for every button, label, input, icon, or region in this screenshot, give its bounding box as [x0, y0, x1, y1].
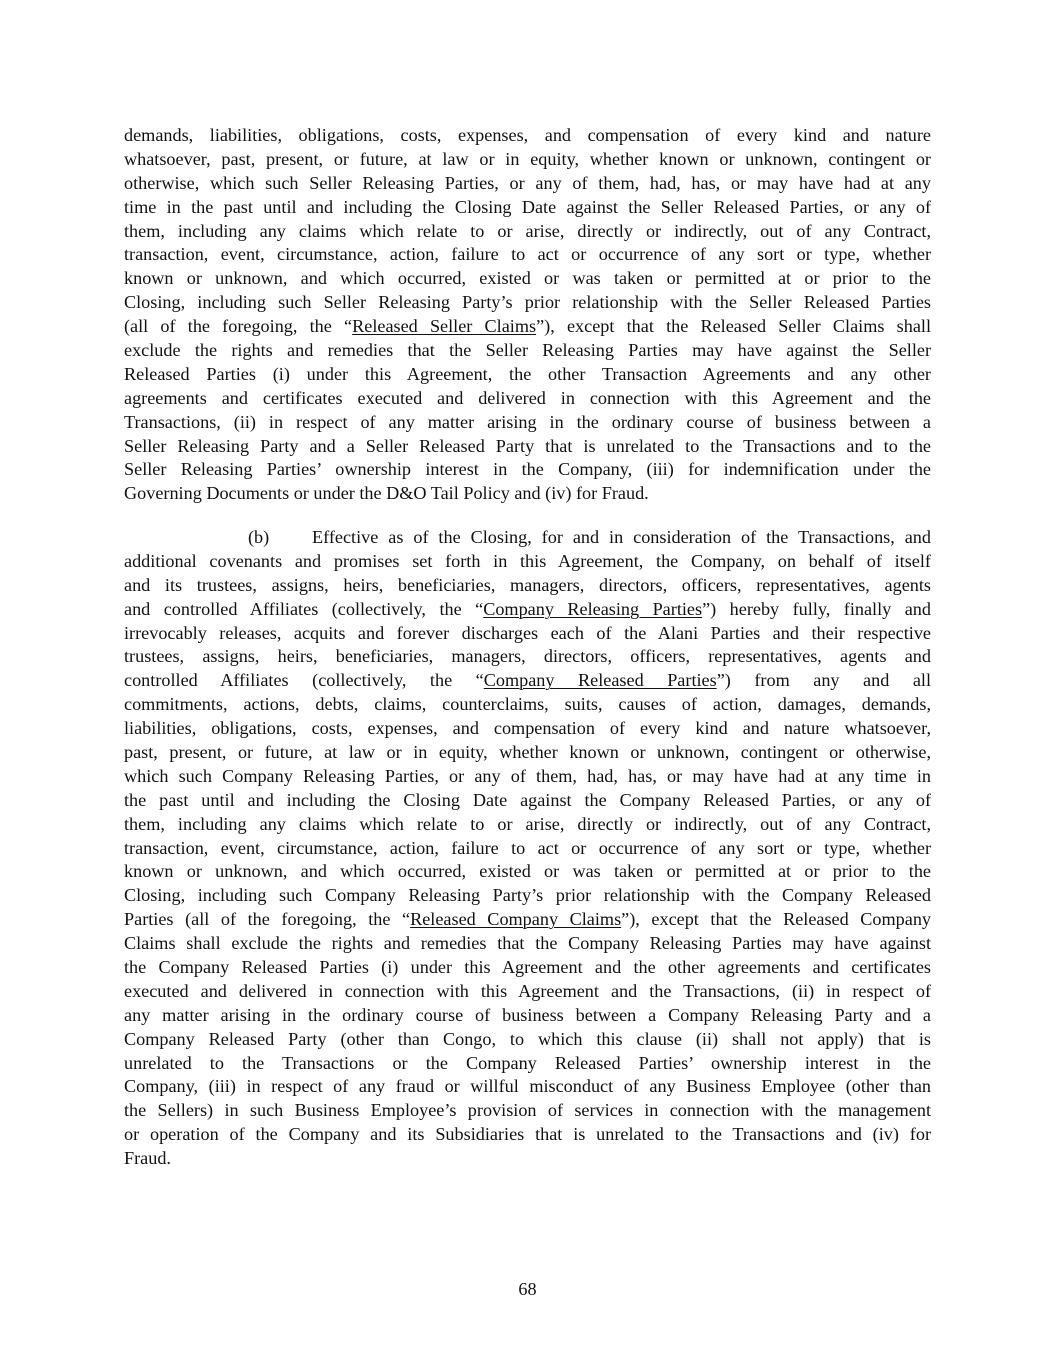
text-segment: Effective as of the Closing, for and in consideration of the Transactions, and	[312, 527, 931, 547]
text-line: transaction, event, circumstance, action, failure to act or occurrence of any sort or type, whether	[124, 837, 931, 858]
text-line: agreements and certificates executed and delivered in connection with this Agreement and the	[124, 387, 931, 408]
text-line	[124, 526, 931, 550]
text-line: commitments, actions, debts, claims, counterclaims, suits, causes of action, damages, demands,	[124, 694, 931, 715]
text-line: liabilities, obligations, costs, expenses, and compensation of every kind and nature whatsoever,	[124, 718, 931, 739]
text-line: time in the past until and including the Closing Date against the Seller Released Parties, or any of	[124, 196, 931, 217]
text-line: Seller Releasing Party and a Seller Released Party that is unrelated to the Transactions and to the	[124, 435, 931, 456]
text-segment: ”) hereby fully, finally and	[702, 598, 931, 619]
text-line: Closing, including such Company Releasing Party’s prior relationship with the Company Released	[124, 885, 931, 906]
text-segment: ”), except that the Released Seller Claims shall	[536, 316, 931, 337]
text-line	[124, 669, 931, 693]
text-line: the Sellers) in such Business Employee’s provision of services in connection with the management	[124, 1100, 931, 1121]
paragraph-b	[124, 526, 931, 1171]
text-segment: Parties (all of the foregoing, the “	[124, 909, 411, 930]
text-line: Company, (iii) in respect of any fraud or willful misconduct of any Business Employee (other than	[124, 1076, 931, 1097]
text-segment: controlled Affiliates (collectively, the “	[124, 670, 484, 691]
text-line: and its trustees, assigns, heirs, beneficiaries, managers, directors, officers, representatives, agents	[124, 574, 931, 595]
text-line: unrelated to the Transactions or the Company Released Parties’ ownership interest in the	[124, 1052, 931, 1073]
text-line: trustees, assigns, heirs, beneficiaries, managers, directors, officers, representatives, agents and	[124, 646, 931, 667]
text-line: demands, liabilities, obligations, costs, expenses, and compensation of every kind and nature	[124, 125, 931, 145]
text-line: the Company Released Parties (i) under this Agreement and the other agreements and certificates	[124, 957, 931, 978]
text-line: Fraud.	[124, 1148, 171, 1169]
text-segment: (all of the foregoing, the “	[124, 316, 353, 337]
text-line: known or unknown, and which occurred, existed or was taken or permitted at or prior to the	[124, 861, 931, 882]
text-line: exclude the rights and remedies that the Seller Releasing Parties may have against the Seller	[124, 340, 931, 361]
text-line: additional covenants and promises set forth in this Agreement, the Company, on behalf of itself	[124, 550, 931, 571]
text-line: the past until and including the Closing Date against the Company Released Parties, or any of	[124, 789, 931, 810]
text-line: or operation of the Company and its Subsidiaries that is unrelated to the Transactions and (iv) for	[124, 1124, 931, 1145]
defined-term-released-seller-claims: Released Seller Claims	[352, 316, 537, 337]
text-line: known or unknown, and which occurred, existed or was taken or permitted at or prior to the	[124, 268, 931, 289]
text-line: executed and delivered in connection with this Agreement and the Transactions, (ii) in respect of	[124, 980, 931, 1001]
text-segment: ”), except that the Released Company	[621, 909, 931, 930]
defined-term-released-company-claims: Released Company Claims	[410, 909, 622, 930]
text-line	[124, 598, 931, 622]
defined-term-company-released-parties: Company Released Parties	[483, 670, 717, 691]
defined-term-company-releasing-parties: Company Releasing Parties	[483, 598, 703, 619]
text-line: Company Released Party (other than Congo, to which this clause (ii) shall not apply) that is	[124, 1028, 931, 1049]
text-segment: ”) from any and all	[716, 670, 931, 691]
text-line: irrevocably releases, acquits and forever discharges each of the Alani Parties and their respective	[124, 622, 931, 643]
text-line: Governing Documents or under the D&O Tail Policy and (iv) for Fraud.	[124, 483, 649, 504]
text-line: transaction, event, circumstance, action, failure to act or occurrence of any sort or type, whether	[124, 244, 931, 265]
text-line: any matter arising in the ordinary course of business between a Company Releasing Party and a	[124, 1004, 931, 1025]
text-line: Released Parties (i) under this Agreement, the other Transaction Agreements and any other	[124, 363, 931, 384]
text-line: them, including any claims which relate to or arise, directly or indirectly, out of any Contract,	[124, 220, 931, 241]
text-line: them, including any claims which relate to or arise, directly or indirectly, out of any Contract,	[124, 813, 931, 834]
text-line: Transactions, (ii) in respect of any matter arising in the ordinary course of business between a	[124, 411, 931, 432]
text-line: past, present, or future, at law or in equity, whether known or unknown, contingent or otherwise,	[124, 742, 931, 763]
text-segment: and controlled Affiliates (collectively, the “	[124, 598, 484, 619]
text-line	[124, 908, 931, 932]
text-line	[124, 315, 931, 339]
page-number: 68	[518, 1279, 537, 1299]
text-line: otherwise, which such Seller Releasing Parties, or any of them, had, has, or may have had at any	[124, 172, 931, 193]
text-line: Closing, including such Seller Releasing Party’s prior relationship with the Seller Released Parties	[124, 292, 931, 313]
paragraph-marker: (b)	[248, 527, 270, 547]
text-line: which such Company Releasing Parties, or any of them, had, has, or may have had at any time in	[124, 765, 931, 786]
text-line: Claims shall exclude the rights and remedies that the Company Releasing Parties may have against	[124, 933, 931, 954]
text-line: Seller Releasing Parties’ ownership interest in the Company, (iii) for indemnification under the	[124, 459, 931, 480]
text-line: whatsoever, past, present, or future, at law or in equity, whether known or unknown, contingent or	[124, 148, 931, 169]
paragraph-a-continuation	[124, 124, 931, 506]
